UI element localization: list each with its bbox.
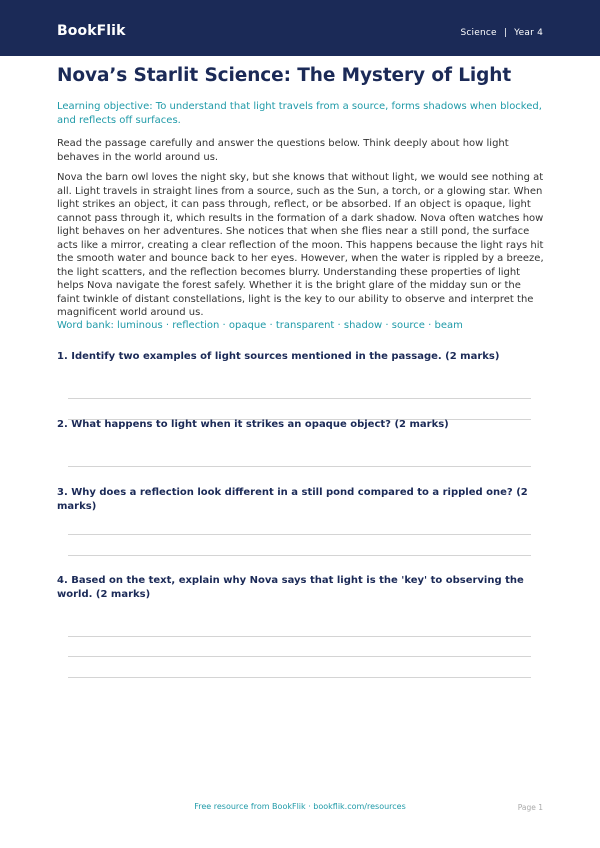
header-bar [0, 0, 600, 56]
instructions: Read the passage carefully and answer the questions below. Think deeply about how light behaves in the world around us. [57, 138, 509, 163]
word-bank: Word bank: luminous · reflection · opaque · transparent · shadow · source · beam [57, 320, 463, 331]
footer-resource-link[interactable]: Free resource from BookFlik · bookflik.com/resources [194, 802, 406, 811]
question-1: 1. Identify two examples of light sources mentioned in the passage. (2 marks) [57, 351, 500, 362]
answer-line-q3-2[interactable] [68, 555, 531, 556]
question-4: 4. Based on the text, explain why Nova says that light is the 'key' to observing the world. (2 marks) [57, 575, 524, 600]
page-number: Page 1 [517, 803, 543, 812]
meta-separator: | [503, 28, 508, 38]
year-label: Year 4 [514, 28, 543, 38]
question-2: 2. What happens to light when it strikes an opaque object? (2 marks) [57, 419, 449, 430]
subject-label: Science [460, 28, 497, 38]
reading-passage: Nova the barn owl loves the night sky, but she knows that without light, we would see nothing at all. Light travels in straight lines from a source, such as the Sun, a torch, or a glowing star. When light strikes an object, it can pass through, reflect, or be absorbed. If an object is opaque, light cannot pass through it, which results in the formation of a dark shadow. Nova often watches how light behaves on her adventures. She notices that when she flies near a still pond, the surface acts like a mirror, creating a clear reflection of the moon. This happens because the light rays hit the smooth water and bounce back to her eyes. However, when the water is rippled by a breeze, the light scatters, and the reflection becomes blurry. Understanding these properties of light helps Nova navigate the forest safely. Whether it is the bright glare of the midday sun or the faint twinkle of distant constellations, light is the key to our ability to observe and interpret the magnificent world around us. [57, 172, 544, 318]
answer-line-q1-1[interactable] [68, 398, 531, 399]
answer-line-q3-1[interactable] [68, 534, 531, 535]
page-title: Nova’s Starlit Science: The Mystery of Light [57, 65, 512, 86]
answer-line-q4-1[interactable] [68, 636, 531, 637]
question-3: 3. Why does a reflection look different in a still pond compared to a rippled one? (2 marks) [57, 487, 528, 512]
learning-objective: Learning objective: To understand that light travels from a source, forms shadows when blocked, and reflects off surfaces. [57, 101, 542, 126]
answer-line-q4-2[interactable] [68, 656, 531, 657]
subject-year-label [461, 28, 544, 38]
answer-line-q4-3[interactable] [68, 677, 531, 678]
answer-line-q2-1[interactable] [68, 466, 531, 467]
brand-logo[interactable]: BookFlik [57, 23, 126, 39]
